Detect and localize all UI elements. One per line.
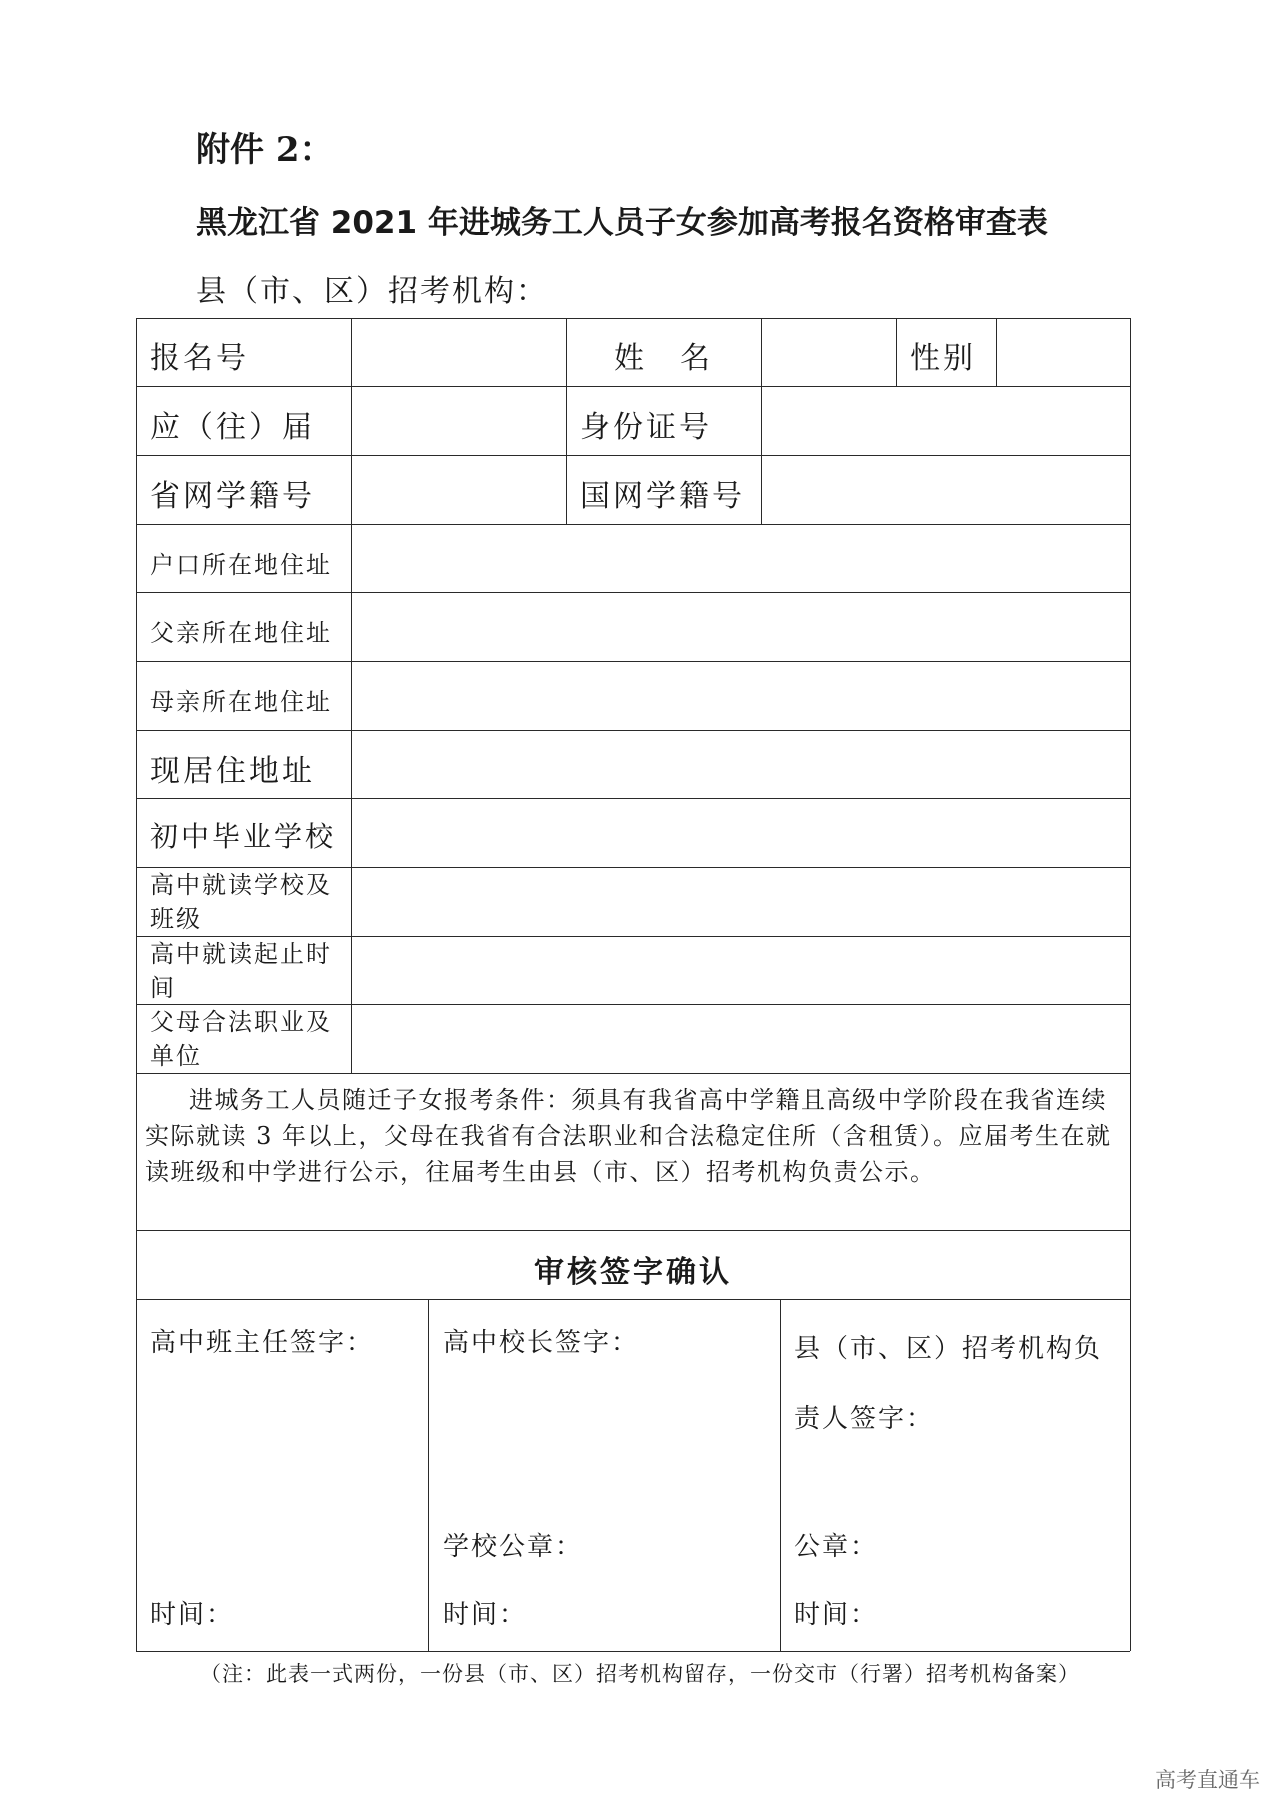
hukou-address-input[interactable] [352,525,1129,591]
mother-address-label: 母亲所在地住址 [150,688,332,716]
attachment-label: 附件 2： [196,130,334,170]
grad-type-input[interactable] [352,387,565,454]
gender-label: 性别 [910,341,976,376]
teacher-sign-label: 高中班主任签字： [150,1328,375,1358]
hukou-address-label: 户口所在地住址 [150,551,332,579]
middle-school-label: 初中毕业学校 [150,820,337,853]
name-label: 姓 名 [614,341,713,376]
father-address-input[interactable] [352,593,1129,660]
current-address-input[interactable] [352,731,1129,797]
father-address-label: 父亲所在地住址 [150,619,332,647]
national-student-no-label: 国网学籍号 [580,479,745,514]
org-head-sign-label: 县（市、区）招考机构负责人签字： [794,1334,1103,1434]
prov-student-no-input[interactable] [352,456,565,523]
principal-time-label: 时间： [443,1600,528,1630]
high-school-period-input[interactable] [352,937,1129,1003]
name-input[interactable] [762,319,895,385]
principal-sign-label: 高中校长签字： [443,1328,640,1358]
grad-type-label: 应（往）届 [150,410,315,445]
school-seal-label: 学校公章： [443,1532,584,1562]
parents-job-label: 父母合法职业及单位 [150,1008,332,1070]
id-no-input[interactable] [762,387,1129,454]
org-time-label: 时间： [794,1600,879,1630]
reg-no-label: 报名号 [150,341,249,376]
signature-section-title: 审核签字确认 [534,1255,732,1290]
official-seal-label: 公章： [794,1532,879,1562]
gender-input[interactable] [997,319,1129,385]
middle-school-input[interactable] [352,799,1129,866]
high-school-class-label: 高中就读学校及班级 [150,871,332,933]
reg-no-input[interactable] [352,319,565,385]
current-address-label: 现居住地址 [150,754,315,789]
conditions-note: 进城务工人员随迁子女报考条件：须具有我省高中学籍且高级中学阶段在我省连续实际就读 3 年以上，父母在我省有合法职业和合法稳定住所（含租赁）。应届考生在就读班级和中学进行公示，往届考生由县（市、区）招考机构负责公示。 [145,1086,1112,1186]
prov-student-no-label: 省网学籍号 [150,479,315,514]
footnote: （注：此表一式两份，一份县（市、区）招考机构留存，一份交市（行署）招考机构备案） [200,1662,1080,1686]
high-school-period-label: 高中就读起止时间 [150,940,332,1002]
high-school-class-input[interactable] [352,868,1129,935]
national-student-no-input[interactable] [762,456,1129,523]
org-line: 县（市、区）招考机构： [196,274,548,309]
teacher-time-label: 时间： [150,1600,235,1630]
id-no-label: 身份证号 [580,410,712,445]
parents-job-input[interactable] [352,1005,1129,1072]
watermark: 高考直通车 [1155,1768,1260,1792]
page-title: 黑龙江省 2021 年进城务工人员子女参加高考报名资格审查表 [196,205,1048,241]
mother-address-input[interactable] [352,662,1129,729]
